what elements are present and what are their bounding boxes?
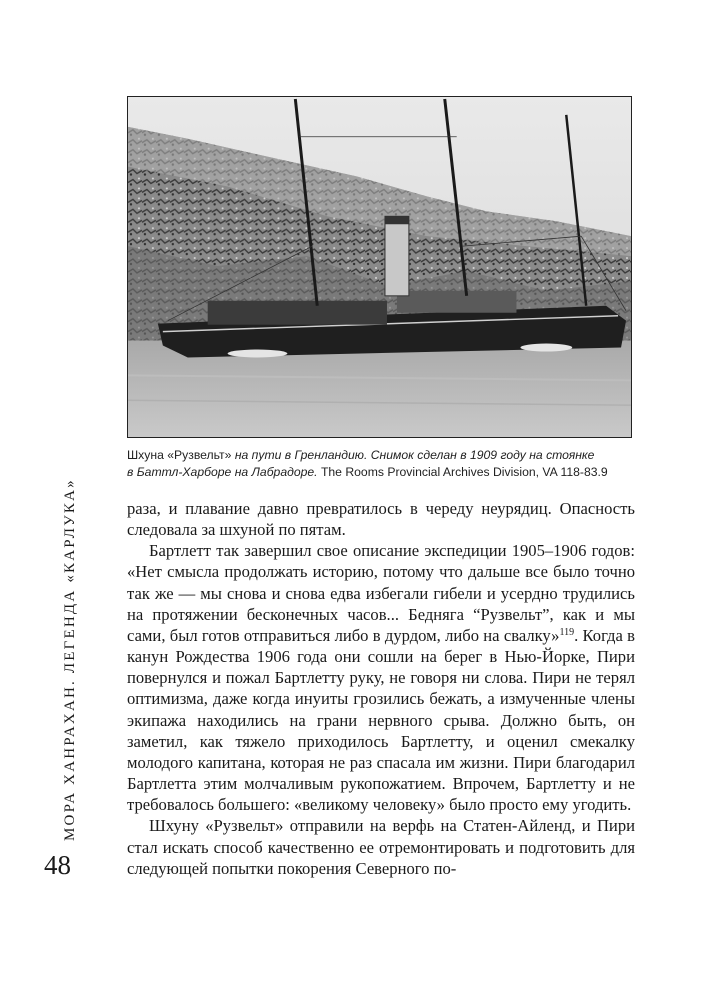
footnote-ref-119[interactable]: 119 xyxy=(559,626,575,638)
paragraph-2-part-a: Бартлетт так завершил свое описание экспедиции 1905–1906 годов: «Нет смысла продолжать историю, потому что дальше все было точно так же — мы снова и снова едва избегали гибели и усердно трудились на протяжении бесконечных часов... Бедняга “Рузвельт”, как и мы сами, был готов отправиться либо в дурдом, либо на свалку» xyxy=(127,541,635,645)
ship-illustration xyxy=(128,97,631,437)
paragraph-1: раза, и плавание давно превратилось в череду неурядиц. Опасность следовала за шхуной по пятам. xyxy=(127,499,635,540)
body-text xyxy=(127,498,635,879)
paragraph-3: Шхуну «Рузвельт» отправили на верфь на Статен-Айленд, и Пири стал искать способ качественно ее отремонтировать и подготовить для следующей попытки покорения Северного по- xyxy=(127,816,635,878)
caption-title: Шхуна «Рузвельт» xyxy=(127,448,235,462)
caption-line-2 xyxy=(127,464,647,481)
paragraph-2-part-b: . Когда в канун Рождества 1906 года они сошли на берег в Нью-Йорке, Пири повернулся и пожал Бартлетту руку, не говоря ни слова. Пири не терял оптимизма, даже когда инуиты грозились бежать, а измученные члены экипажа находились на грани нервного срыва. Должно быть, он заметил, как тяжело приходилось Бартлетту, и оценил смекалку молодого капитана, которая не раз спасала им жизни. Пири благодарил Бартлетта этим молчаливым рукопожатием. Впрочем, Бартлетту и не требовалось большего: «великому человеку» было просто ему угодить. xyxy=(127,625,636,815)
photo-caption xyxy=(127,447,647,481)
page-number: 48 xyxy=(44,850,71,880)
caption-description: на пути в Гренландию. Снимок сделан в 1909 году на стоянке xyxy=(234,448,595,462)
running-head: МОРА ХАНРАХАН. ЛЕГЕНДА «КАРЛУКА» xyxy=(62,478,78,841)
caption-line-1 xyxy=(127,447,647,464)
paragraph-2 xyxy=(127,540,635,815)
ship-photo xyxy=(127,96,632,438)
caption-source: The Rooms Provincial Archives Division, VA 118-83.9 xyxy=(320,465,608,479)
caption-location: в Баттл-Харборе на Лабрадоре. xyxy=(127,465,321,479)
